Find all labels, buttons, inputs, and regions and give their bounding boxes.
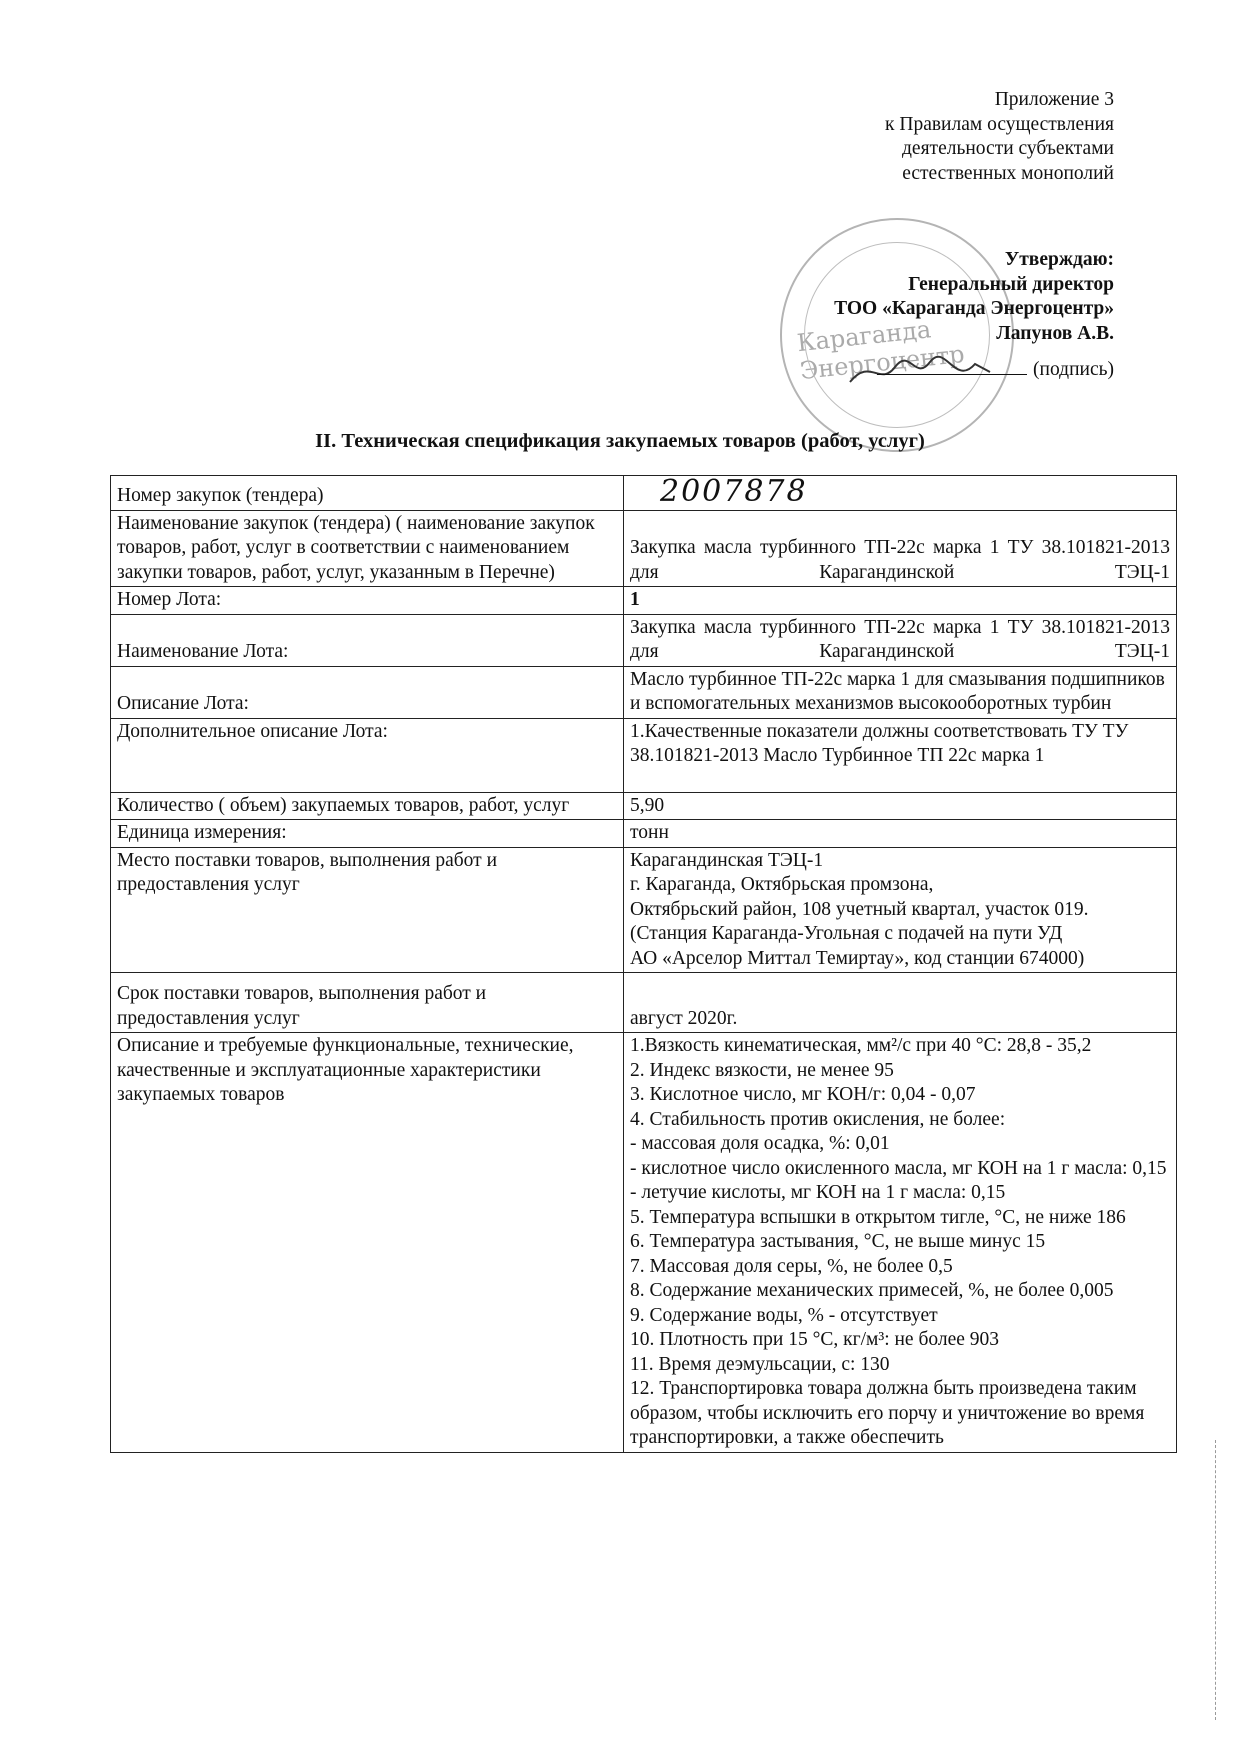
spec-line: 5. Температура вспышки в открытом тигле, °С, не ниже 186 (630, 1206, 1126, 1228)
value-line: г. Караганда, Октябрьская промзона, (630, 874, 934, 895)
spec-line: 6. Температура застывания, °С, не выше минус 15 (630, 1231, 1046, 1252)
table-row (111, 847, 1177, 973)
table-row (111, 510, 1177, 587)
row-label: Наименование закупок (тендера) ( наименование закупок товаров, работ, услуг в соответствии с наименованием закупки товаров, работ, услуг, указанным в Перечне) (111, 510, 624, 587)
table-row (111, 614, 1177, 666)
value-line: АО «Арселор Миттал Темиртау», код станции 674000) (630, 947, 1085, 969)
table-row (111, 476, 1177, 511)
spec-line: - массовая доля осадка, %: 0,01 (630, 1133, 890, 1154)
row-label: Номер Лота: (111, 587, 624, 615)
row-value: 1.Качественные показатели должны соответствовать ТУ ТУ 38.101821-2013 Масло Турбинное ТП 22с марка 1 (624, 718, 1177, 792)
spec-line: 9. Содержание воды, % - отсутствует (630, 1304, 938, 1326)
spec-line: 12. Транспортировка товара должна быть произведена таким образом, чтобы исключить его порчу и уничтожение во время транспортировки, а также обеспечить (630, 1378, 1145, 1448)
row-label: Срок поставки товаров, выполнения работ и предоставления услуг (111, 973, 624, 1033)
table-row (111, 666, 1177, 718)
table-row (111, 820, 1177, 848)
approval-name: Лапунов А.В. (996, 322, 1114, 344)
table-row (111, 1033, 1177, 1453)
row-value (624, 847, 1177, 973)
row-label: Место поставки товаров, выполнения работ и предоставления услуг (111, 847, 624, 973)
appendix-reference (885, 88, 1114, 186)
row-label: Номер закупок (тендера) (111, 476, 624, 511)
row-label: Описание и требуемые функциональные, технические, качественные и эксплуатационные характеристики закупаемых товаров (111, 1033, 624, 1453)
spec-line: - кислотное число окисленного масла, мг КОН на 1 г масла: 0,15 (630, 1157, 1167, 1179)
spec-line: 10. Плотность при 15 °С, кг/м³: не более 903 (630, 1329, 1000, 1350)
row-value: 5,90 (624, 792, 1177, 820)
value-line: Октябрьский район, 108 учетный квартал, участок 019. (630, 898, 1089, 920)
appendix-line: к Правилам осуществления (885, 113, 1114, 135)
value-line: Карагандинская ТЭЦ-1 (630, 849, 824, 871)
approval-block (834, 248, 1114, 383)
row-value: 1 (624, 587, 1177, 615)
approval-heading: Утверждаю: (1004, 249, 1114, 270)
row-value: Масло турбинное ТП-22с марка 1 для смазывания подшипников и вспомогательных механизмов высокооборотных турбин (624, 666, 1177, 718)
row-value (624, 1033, 1177, 1453)
spec-line: 7. Массовая доля серы, %, не более 0,5 (630, 1255, 953, 1277)
table-row (111, 718, 1177, 792)
row-value: август 2020г. (624, 973, 1177, 1033)
appendix-line: естественных монополий (902, 162, 1114, 184)
spec-line: 11. Время деэмульсации, с: 130 (630, 1353, 890, 1375)
spec-line: 4. Стабильность против окисления, не более: (630, 1108, 1006, 1130)
row-label: Наименование Лота: (111, 614, 624, 666)
row-label: Количество ( объем) закупаемых товаров, работ, услуг (111, 792, 624, 820)
scan-edge-mark (1215, 1440, 1222, 1720)
appendix-line: Приложение 3 (994, 89, 1114, 110)
spec-line: 8. Содержание механических примесей, %, не более 0,005 (630, 1280, 1114, 1301)
signature-line (834, 358, 1114, 383)
row-label: Описание Лота: (111, 666, 624, 718)
row-label: Единица измерения: (111, 820, 624, 848)
row-value: Закупка масла турбинного ТП-22с марка 1 ТУ 38.101821-2013 для Карагандинской ТЭЦ-1 (624, 510, 1177, 587)
table-row (111, 792, 1177, 820)
specification-table (110, 475, 1177, 1453)
row-value (624, 476, 1177, 511)
section-title: II. Техническая спецификация закупаемых товаров (работ, услуг) (315, 430, 925, 452)
signature-caption: (подпись) (1033, 359, 1114, 380)
approval-position: Генеральный директор (908, 273, 1114, 295)
row-label: Дополнительное описание Лота: (111, 718, 624, 792)
spec-line: 1.Вязкость кинематическая, мм²/с при 40 °С: 28,8 - 35,2 (630, 1035, 1092, 1056)
value-line: (Станция Караганда-Угольная с подачей на пути УД (630, 923, 1063, 944)
spec-line: - летучие кислоты, мг КОН на 1 г масла: 0,15 (630, 1182, 1006, 1203)
tender-number-handwritten: 2007878 (660, 474, 808, 509)
spec-line: 3. Кислотное число, мг КОН/г: 0,04 - 0,07 (630, 1084, 976, 1105)
spec-line: 2. Индекс вязкости, не менее 95 (630, 1059, 894, 1081)
seal-text: Караганда Энергоцентр (795, 315, 966, 386)
signature-blank (877, 374, 1027, 375)
row-value: Закупка масла турбинного ТП-22с марка 1 ТУ 38.101821-2013 для Карагандинской ТЭЦ-1 (624, 614, 1177, 666)
approval-company: ТОО «Караганда Энергоцентр» (834, 298, 1114, 319)
appendix-line: деятельности субъектами (902, 138, 1114, 159)
table-row (111, 587, 1177, 615)
table-row (111, 973, 1177, 1033)
row-value: тонн (624, 820, 1177, 848)
